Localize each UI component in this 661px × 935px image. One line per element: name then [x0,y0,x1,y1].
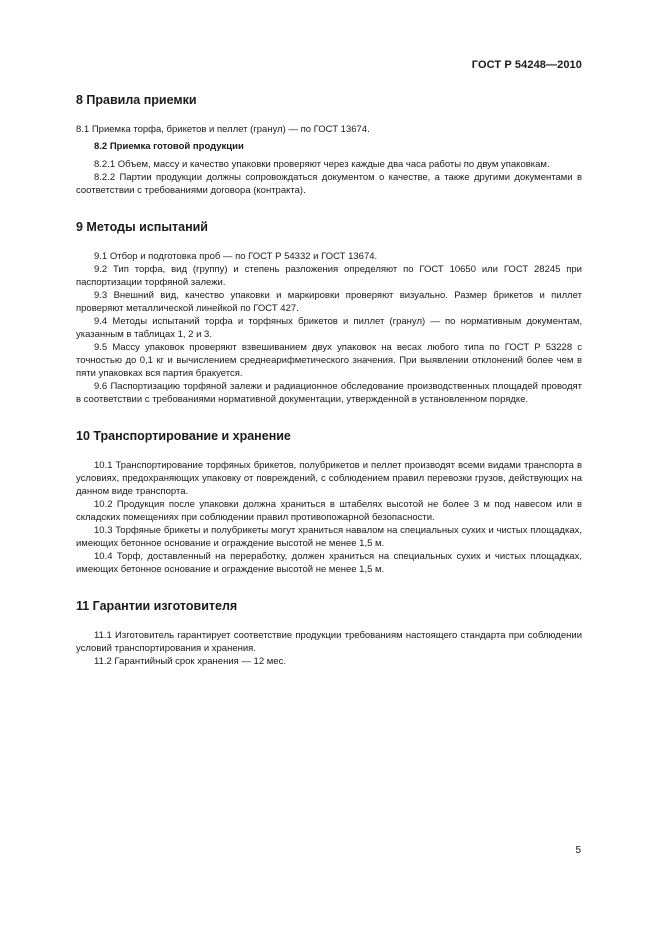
paragraph: 11.1 Изготовитель гарантирует соответствие продукции требованиям настоящего стандарта при соблюдении условий транспортирования и хранения. [76,630,582,654]
paragraph: 9.1 Отбор и подготовка проб — по ГОСТ Р 54332 и ГОСТ 13674. [94,251,378,262]
page-number: 5 [575,845,581,856]
section-title: 11 Гарантии изготовителя [76,599,238,613]
document-code-header: ГОСТ Р 54248—2010 [471,59,582,71]
paragraph: 10.1 Транспортирование торфяных брикетов, полубрикетов и пеллет производят всеми видами транспорта в условиях, предохраняющих упаковку от повреждений, с соблюдением правил перевозки грузов, действующих на данном виде транспорта. [76,460,582,497]
section-title: 9 Методы испытаний [76,220,208,234]
section-title: 8 Правила приемки [76,93,197,107]
section-8 [76,92,582,197]
paragraph: 8.2.2 Партии продукции должны сопровождаться документом о качестве, а также другими документами в соответствии с требованиями договора (контракта). [76,172,582,196]
paragraph: 9.5 Массу упаковок проверяют взвешиванием двух упаковок на весах любого типа по ГОСТ Р 53228 с точностью до 0,1 кг и вычислением среднеарифметического значения. При выявлении отклонений более чем в пяти упаковках вся партия бракуется. [76,342,582,379]
paragraph: 8.1 Приемка торфа, брикетов и пеллет (гранул) — по ГОСТ 13674. [76,124,370,135]
paragraph: 9.2 Тип торфа, вид (группу) и степень разложения определяют по ГОСТ 10650 или ГОСТ 28245 при паспортизации торфяной залежи. [76,264,582,288]
section-9 [76,219,582,406]
subsection-heading: 8.2 Приемка готовой продукции [94,141,244,152]
paragraph: 8.2.1 Объем, массу и качество упаковки проверяют через каждые два часа работы по двум упаковкам. [94,159,550,170]
paragraph: 9.6 Паспортизацию торфяной залежи и радиационное обследование производственных площадей проводят в соответствии с требованиями нормативной документации, утвержденной в установленном порядке. [76,381,582,405]
section-11 [76,598,582,668]
paragraph: 11.2 Гарантийный срок хранения — 12 мес. [94,656,286,667]
paragraph: 10.4 Торф, доставленный на переработку, должен храниться на специальных сухих и чистых площадках, имеющих бетонное основание и ограждение высотой не менее 1,5 м. [76,551,582,575]
paragraph: 10.3 Торфяные брикеты и полубрикеты могут храниться навалом на специальных сухих и чистых площадках, имеющих бетонное основание и ограждение высотой не менее 1,5 м. [76,525,582,549]
paragraph: 9.4 Методы испытаний торфа и торфяных брикетов и пиллет (гранул) — по нормативным документам, указанным в таблицах 1, 2 и 3. [76,316,582,340]
section-10 [76,428,582,576]
paragraph: 9.3 Внешний вид, качество упаковки и маркировки проверяют визуально. Размер брикетов и пиллет проверяют металлической линейкой по ГОСТ 427. [76,290,582,314]
document-body [76,92,582,690]
paragraph: 10.2 Продукция после упаковки должна храниться в штабелях высотой не более 3 м под навесом или в складских помещениях при соблюдении правил противопожарной безопасности. [76,499,582,523]
section-title: 10 Транспортирование и хранение [76,429,291,443]
